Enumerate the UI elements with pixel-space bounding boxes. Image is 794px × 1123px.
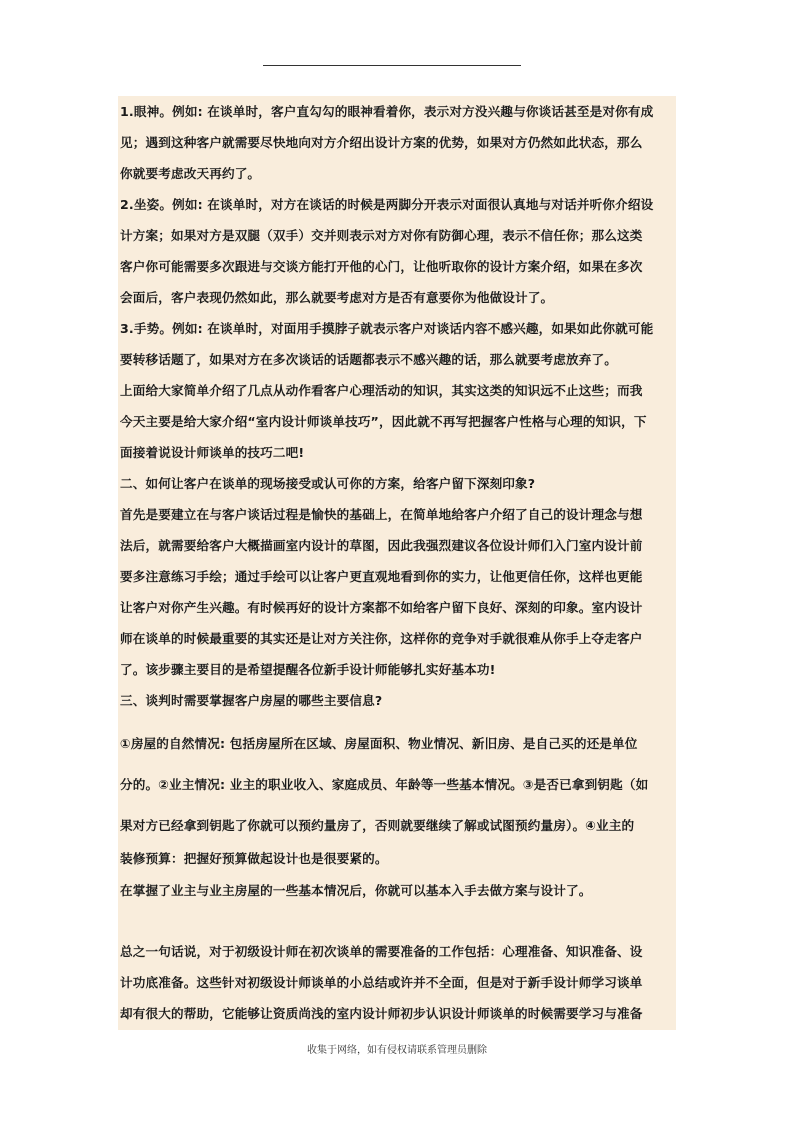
header-rule <box>263 65 521 66</box>
text-line: 装修预算：把握好预算做起设计也是很要紧的。 <box>120 851 388 866</box>
text-line: 3.手势。例如: 在谈单时，对面用手摸脖子就表示客户对谈话内容不感兴趣，如果如此你就可能 <box>120 321 654 336</box>
text-line: 让客户对你产生兴趣。有时候再好的设计方案都不如给客户留下良好、深刻的印象。室内设计 <box>120 600 643 615</box>
text-line: 计功底准备。这些针对初级设计师谈单的小总结或许并不全面，但是对于新手设计师学习谈单 <box>120 975 643 990</box>
text-line: 要多注意练习手绘；通过手绘可以让客户更直观地看到你的实力，让他更信任你，这样也更能 <box>120 569 643 584</box>
text-line: 首先是要建立在与客户谈话过程是愉快的基础上，在简单地给客户介绍了自己的设计理念与想 <box>120 507 643 522</box>
text-line: ①房屋的自然情况: 包括房屋所在区域、房屋面积、物业情况、新旧房、是自己买的还是单位 <box>120 736 638 751</box>
text-line: 面接着说设计师谈单的技巧二吧! <box>120 445 305 460</box>
text-line: 果对方已经拿到钥匙了你就可以预约量房了，否则就要继续了解或试图预约量房）。④业主的 <box>120 818 635 833</box>
text-line: 2.坐姿。例如: 在谈单时，对方在谈话的时候是两脚分开表示对面很认真地与对话并听你介绍设 <box>120 197 654 212</box>
text-line: 法后，就需要给客户大概描画室内设计的草图，因此我强烈建议各位设计师们入门室内设计前 <box>120 538 643 553</box>
section-heading: 三、谈判时需要掌握客户房屋的哪些主要信息? <box>120 693 383 708</box>
text-line: 见；遇到这种客户就需要尽快地向对方介绍出设计方案的优势，如果对方仍然如此状态，那么 <box>120 135 643 150</box>
footer-note: 收集于网络，如有侵权请联系管理员删除 <box>307 1045 487 1056</box>
text-line: 却有很大的帮助，它能够让资质尚浅的室内设计师初步认识设计师谈单的时候需要学习与准备 <box>120 1006 643 1021</box>
text-line: 在掌握了业主与业主房屋的一些基本情况后，你就可以基本入手去做方案与设计了。 <box>120 883 592 898</box>
text-line: 1.眼神。例如: 在谈单时，客户直勾勾的眼神看着你，表示对方没兴趣与你谈话甚至是对你有成 <box>120 104 654 119</box>
text-line: 计方案；如果对方是双腿（双手）交并则表示对方对你有防御心理，表示不信任你；那么这类 <box>120 228 643 243</box>
document-body <box>118 96 676 1030</box>
text-line: 师在谈单的时候最重要的其实还是让对方关注你，这样你的竞争对手就很难从你手上夺走客户 <box>120 631 643 646</box>
text-line: 客户你可能需要多次跟进与交谈方能打开他的心门，让他听取你的设计方案介绍，如果在多次 <box>120 259 643 274</box>
text-line: 上面给大家简单介绍了几点从动作看客户心理活动的知识，其实这类的知识远不止这些；而我 <box>120 383 643 398</box>
text-line: 你就要考虑改天再约了。 <box>120 166 261 181</box>
text-line: 今天主要是给大家介绍“室内设计师谈单技巧”，因此就不再写把握客户性格与心理的知识，下 <box>120 414 647 429</box>
text-line: 会面后，客户表现仍然如此，那么就要考虑对方是否有意要你为他做设计了。 <box>120 290 554 305</box>
text-line: 了。该步骤主要目的是希望提醒各位新手设计师能够扎实好基本功! <box>120 662 496 677</box>
section-heading: 二、如何让客户在谈单的现场接受或认可你的方案，给客户留下深刻印象? <box>120 476 536 491</box>
text-line: 要转移话题了，如果对方在多次谈话的话题都表示不感兴趣的话，那么就要考虑放弃了。 <box>120 352 618 367</box>
text-line: 总之一句话说，对于初级设计师在初次谈单的需要准备的工作包括：心理准备、知识准备、设 <box>120 944 643 959</box>
text-line: 分的。②业主情况: 业主的职业收入、家庭成员、年龄等一些基本情况。③是否已拿到钥匙（如 <box>120 777 649 792</box>
